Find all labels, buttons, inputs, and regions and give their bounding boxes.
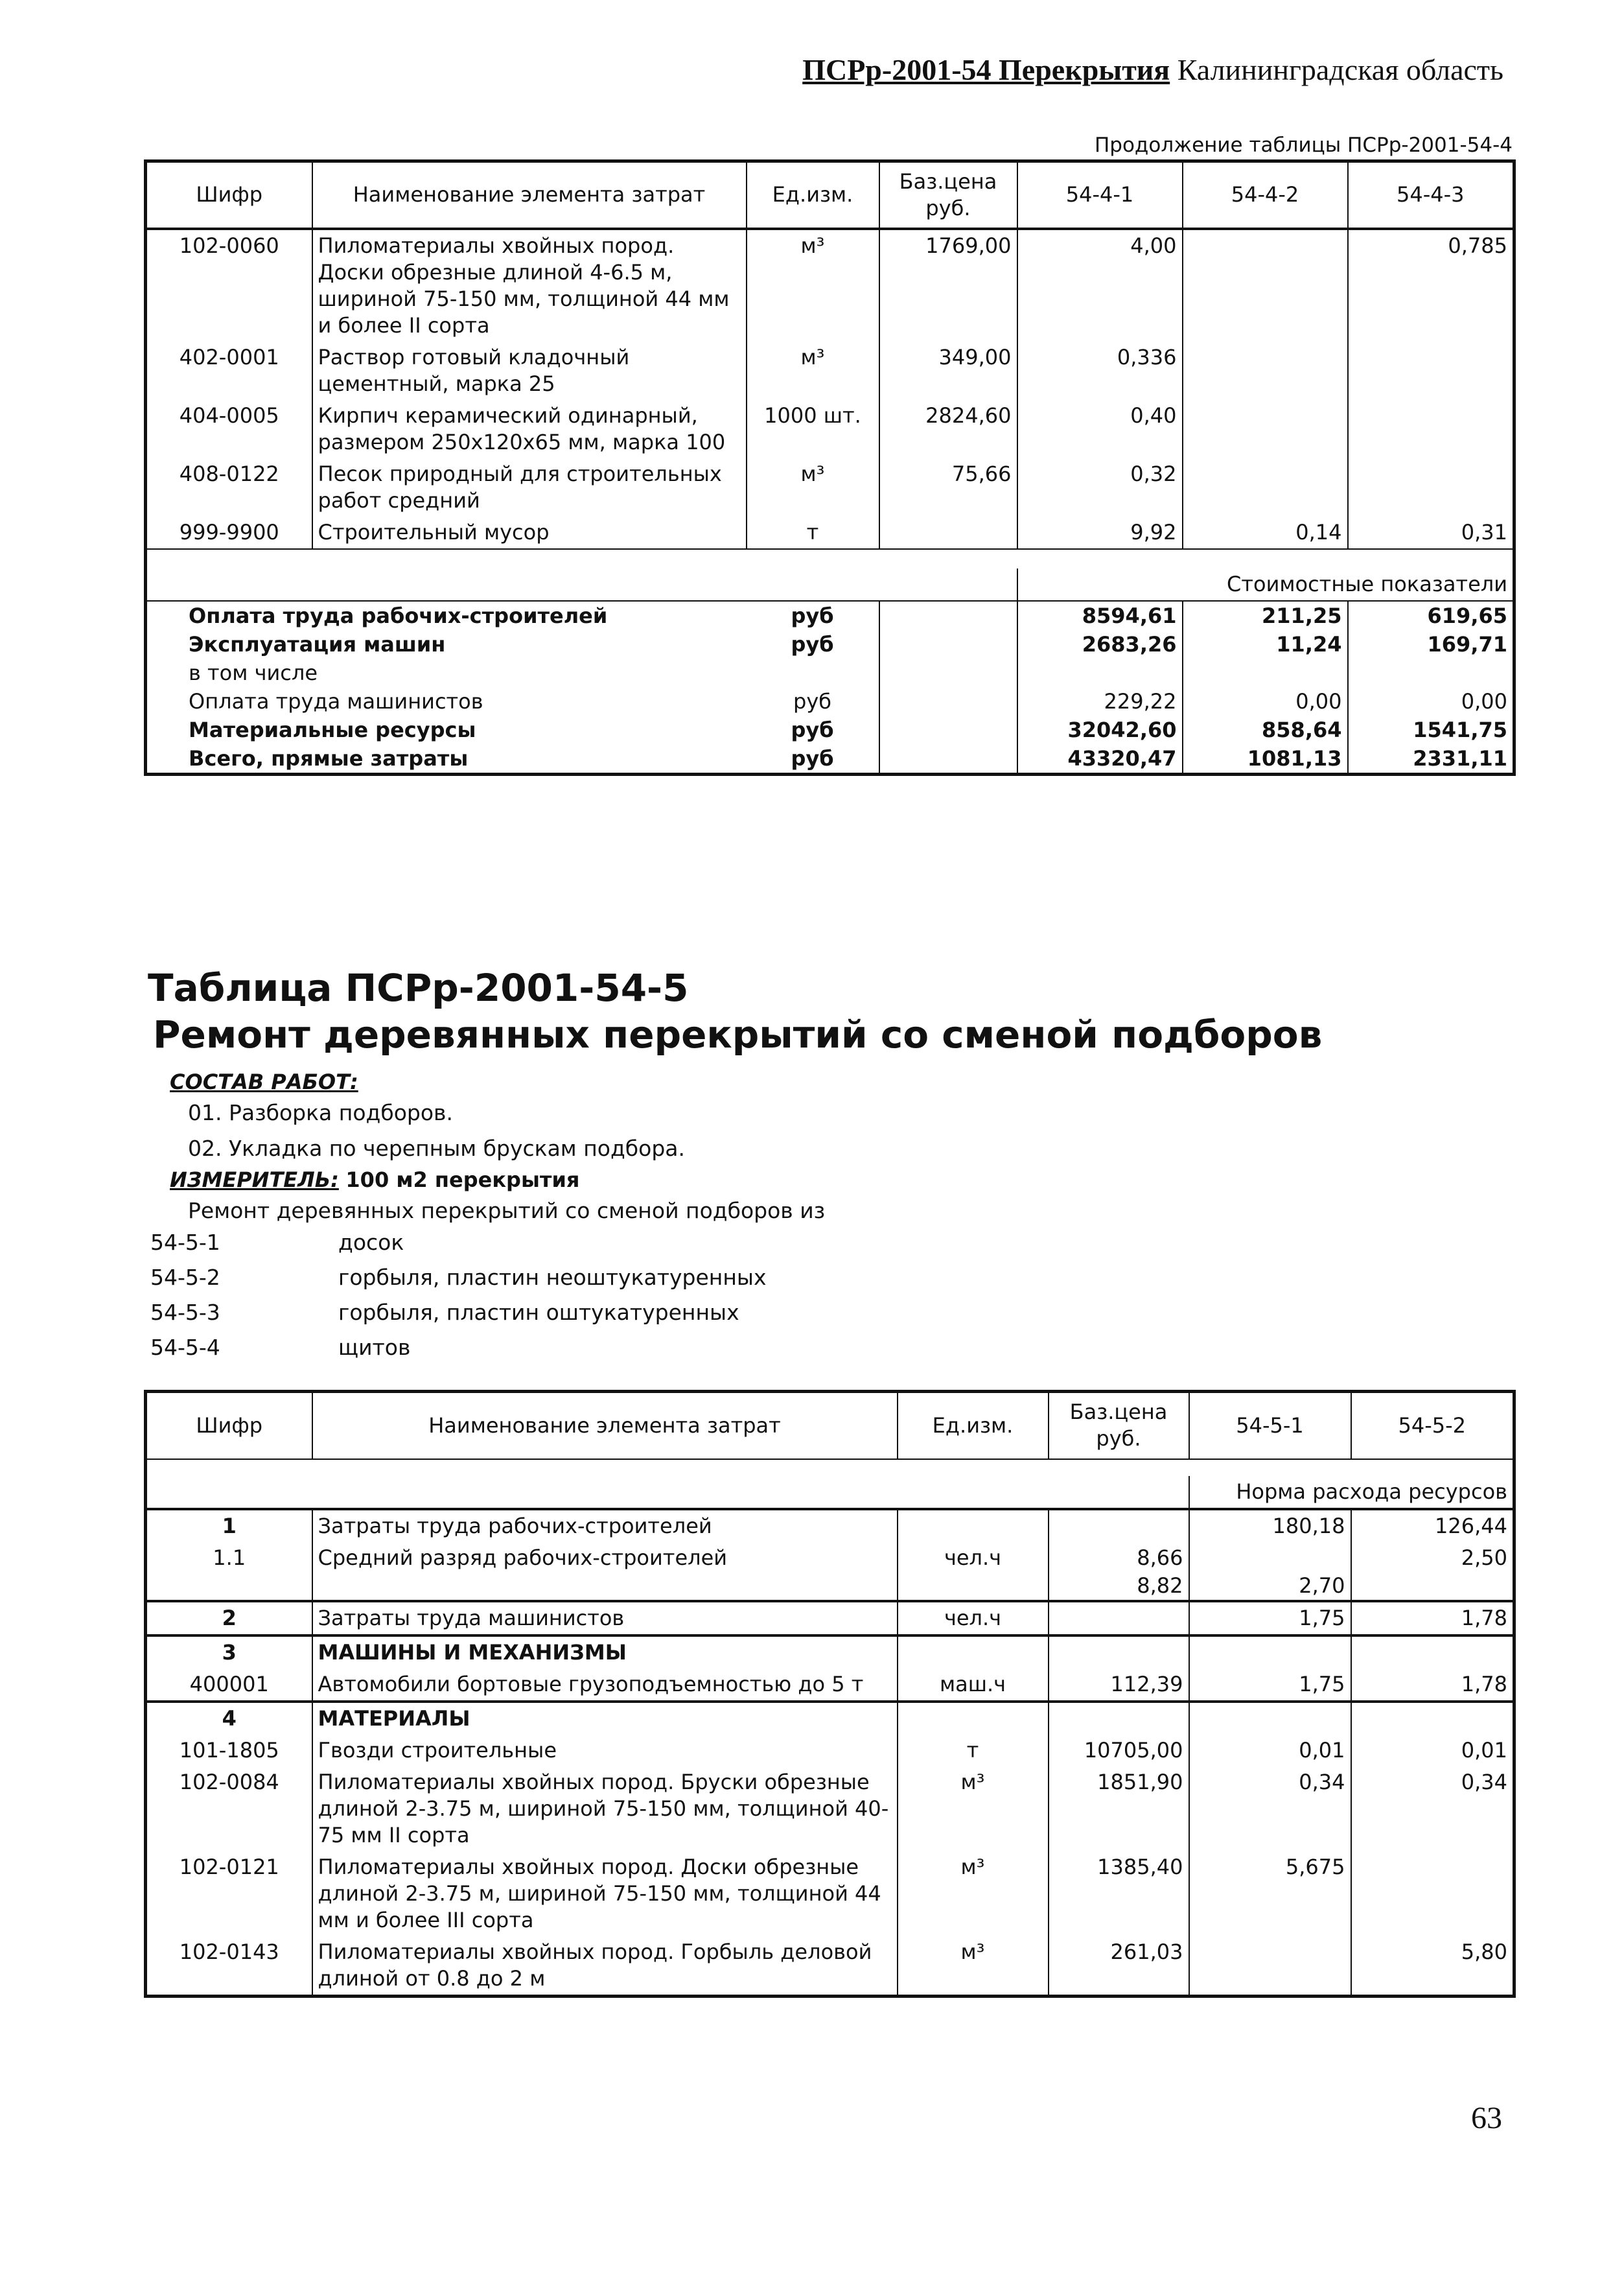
- row-value-54-5-1: 1,75: [1189, 1669, 1351, 1702]
- row-code: 400001: [146, 1669, 312, 1702]
- table-row: [146, 1635, 1514, 1669]
- row-value-54-5-2: 5,80: [1351, 1936, 1514, 1997]
- cost-name: Материальные ресурсы: [146, 716, 747, 744]
- row-name: Затраты труда машинистов: [312, 1601, 898, 1635]
- table-row: [146, 229, 1514, 342]
- row-name: Строительный мусор: [312, 517, 747, 549]
- column-header: Шифр: [146, 161, 312, 229]
- row-code: 102-0060: [146, 229, 312, 342]
- row-value-54-5-1: 0,34: [1189, 1766, 1351, 1851]
- running-header: [797, 51, 1503, 89]
- row-value-54-5-2: [1351, 1574, 1514, 1601]
- row-code: 1.1: [146, 1542, 312, 1574]
- table-row: [146, 458, 1514, 517]
- resource-table-54-5: [144, 1390, 1516, 1998]
- row-code: 404-0005: [146, 400, 312, 458]
- row-value-54-4-2: [1183, 229, 1348, 342]
- cost-label-row: [146, 568, 1514, 601]
- variant-text: горбыля, пластин оштукатуренных: [338, 1300, 739, 1325]
- cost-unit: руб: [747, 687, 879, 716]
- row-price: 1769,00: [879, 229, 1017, 342]
- meter-line: [170, 1167, 579, 1192]
- cost-row: [146, 716, 1514, 744]
- column-header: Баз.цена руб.: [1049, 1392, 1189, 1459]
- row-price: 261,03: [1049, 1936, 1189, 1997]
- row-name: Средний разряд рабочих-строителей: [312, 1542, 898, 1574]
- cost-row: [146, 630, 1514, 659]
- header-region: Калининградская область: [1177, 53, 1503, 86]
- cost-value-54-4-3: 2331,11: [1348, 744, 1514, 775]
- row-code: 102-0084: [146, 1766, 312, 1851]
- cost-value-54-4-3: 1541,75: [1348, 716, 1514, 744]
- spacer-cell: [146, 1459, 1514, 1476]
- table-row: [146, 1601, 1514, 1635]
- column-header: Шифр: [146, 1392, 312, 1459]
- table-header-row: [146, 1392, 1514, 1459]
- works-label: СОСТАВ РАБОТ:: [170, 1070, 358, 1094]
- row-unit: [898, 1509, 1049, 1542]
- cost-value-54-4-1: 8594,61: [1017, 601, 1183, 630]
- spacer-cell: [146, 549, 1514, 568]
- column-header: Наименование элемента затрат: [312, 161, 747, 229]
- cost-name: Оплата труда рабочих-строителей: [146, 601, 747, 630]
- column-header: 54-4-2: [1183, 161, 1348, 229]
- cost-value-54-4-3: 619,65: [1348, 601, 1514, 630]
- variant-code: 54-5-1: [150, 1230, 220, 1255]
- row-name: МАШИНЫ И МЕХАНИЗМЫ: [312, 1635, 898, 1669]
- row-code: 3: [146, 1635, 312, 1669]
- row-unit: т: [898, 1735, 1049, 1766]
- row-code: 999-9900: [146, 517, 312, 549]
- norm-label: Норма расхода ресурсов: [1189, 1476, 1514, 1509]
- cost-value-54-4-3: [1348, 659, 1514, 687]
- cost-price: [879, 601, 1017, 630]
- column-header: 54-4-1: [1017, 161, 1183, 229]
- row-value-54-5-1: [1189, 1702, 1351, 1735]
- header-code: ПСРр-2001-54 Перекрытия: [802, 53, 1170, 86]
- row-price: 75,66: [879, 458, 1017, 517]
- row-value-54-4-3: [1348, 458, 1514, 517]
- variant-code: 54-5-4: [150, 1335, 220, 1360]
- cost-value-54-4-2: 211,25: [1183, 601, 1348, 630]
- intro-text: Ремонт деревянных перекрытий со сменой подборов из: [188, 1198, 826, 1223]
- table-row: [146, 400, 1514, 458]
- row-name: Кирпич керамический одинарный, размером 250x120x65 мм, марка 100: [312, 400, 747, 458]
- row-price: [1049, 1702, 1189, 1735]
- row-price: 10705,00: [1049, 1735, 1189, 1766]
- row-value-54-5-1: 2,70: [1189, 1574, 1351, 1601]
- row-value-54-4-1: 0,40: [1017, 400, 1183, 458]
- variant-code: 54-5-3: [150, 1300, 220, 1325]
- row-unit: м³: [898, 1766, 1049, 1851]
- row-name: Пиломатериалы хвойных пород. Доски обрезные длиной 4-6.5 м, шириной 75-150 мм, толщиной 44 мм и более II сорта: [312, 229, 747, 342]
- row-price: 1851,90: [1049, 1766, 1189, 1851]
- table-row: [146, 1542, 1514, 1574]
- column-header: Наименование элемента затрат: [312, 1392, 898, 1459]
- row-name: Пиломатериалы хвойных пород. Доски обрезные длиной 2-3.75 м, шириной 75-150 мм, толщиной 44 мм и более III сорта: [312, 1851, 898, 1936]
- row-unit: [898, 1635, 1049, 1669]
- work-item-1: 01. Разборка подборов.: [188, 1100, 453, 1125]
- cost-unit: руб: [747, 716, 879, 744]
- row-code: 4: [146, 1702, 312, 1735]
- row-price: [1049, 1509, 1189, 1542]
- row-name: Автомобили бортовые грузоподъемностью до 5 т: [312, 1669, 898, 1702]
- variant-text: щитов: [338, 1335, 411, 1360]
- row-value-54-5-2: [1351, 1635, 1514, 1669]
- row-name: Песок природный для строительных работ средний: [312, 458, 747, 517]
- row-unit: м³: [747, 342, 879, 400]
- row-value-54-4-1: 0,32: [1017, 458, 1183, 517]
- cost-value-54-4-2: 1081,13: [1183, 744, 1348, 775]
- row-value-54-5-2: 2,50: [1351, 1542, 1514, 1574]
- row-value-54-4-2: [1183, 342, 1348, 400]
- row-value-54-5-2: 126,44: [1351, 1509, 1514, 1542]
- row-value-54-5-1: 5,675: [1189, 1851, 1351, 1936]
- row-value-54-5-2: [1351, 1851, 1514, 1936]
- cost-indicators-label: Стоимостные показатели: [1017, 568, 1514, 601]
- cost-value-54-4-1: [1017, 659, 1183, 687]
- cost-value-54-4-2: 11,24: [1183, 630, 1348, 659]
- cost-value-54-4-1: 43320,47: [1017, 744, 1183, 775]
- cost-row: [146, 687, 1514, 716]
- row-value-54-4-3: [1348, 400, 1514, 458]
- cost-price: [879, 716, 1017, 744]
- column-header: 54-5-2: [1351, 1392, 1514, 1459]
- table-title: Таблица ПСРр-2001-54-5: [148, 966, 689, 1010]
- row-price: 2824,60: [879, 400, 1017, 458]
- row-price: [1049, 1635, 1189, 1669]
- table-row: [146, 1574, 1514, 1601]
- row-price: 8,66: [1049, 1542, 1189, 1574]
- cost-value-54-4-2: 0,00: [1183, 687, 1348, 716]
- row-name: МАТЕРИАЛЫ: [312, 1702, 898, 1735]
- row-price: 112,39: [1049, 1669, 1189, 1702]
- table-row: [146, 1851, 1514, 1936]
- row-value-54-4-2: [1183, 458, 1348, 517]
- row-value-54-5-1: [1189, 1936, 1351, 1997]
- row-code: 402-0001: [146, 342, 312, 400]
- row-name: Раствор готовый кладочный цементный, марка 25: [312, 342, 747, 400]
- column-header: Ед.изм.: [747, 161, 879, 229]
- cost-row: [146, 744, 1514, 775]
- row-code: [146, 1574, 312, 1601]
- row-code: 2: [146, 1601, 312, 1635]
- row-unit: м³: [747, 229, 879, 342]
- row-value-54-5-1: 1,75: [1189, 1601, 1351, 1635]
- cost-price: [879, 659, 1017, 687]
- page-number: 63: [1471, 2101, 1502, 2135]
- cost-name: Эксплуатация машин: [146, 630, 747, 659]
- row-value-54-4-1: 4,00: [1017, 229, 1183, 342]
- row-unit: чел.ч: [898, 1601, 1049, 1635]
- row-price: [879, 517, 1017, 549]
- row-code: 1: [146, 1509, 312, 1542]
- cost-value-54-4-1: 2683,26: [1017, 630, 1183, 659]
- row-value-54-5-2: 0,34: [1351, 1766, 1514, 1851]
- variant-text: досок: [338, 1230, 404, 1255]
- row-unit: м³: [747, 458, 879, 517]
- row-name: Гвозди строительные: [312, 1735, 898, 1766]
- row-code: 102-0121: [146, 1851, 312, 1936]
- row-price: 8,82: [1049, 1574, 1189, 1601]
- table-row: [146, 1766, 1514, 1851]
- cost-name: Оплата труда машинистов: [146, 687, 747, 716]
- cost-name: Всего, прямые затраты: [146, 744, 747, 775]
- cost-value-54-4-1: 32042,60: [1017, 716, 1183, 744]
- table-row: [146, 1509, 1514, 1542]
- cost-value-54-4-1: 229,22: [1017, 687, 1183, 716]
- work-item-2: 02. Укладка по черепным брускам подбора.: [188, 1136, 685, 1161]
- row-name: Пиломатериалы хвойных пород. Бруски обрезные длиной 2-3.75 м, шириной 75-150 мм, толщиной 40-75 мм II сорта: [312, 1766, 898, 1851]
- meter-label: ИЗМЕРИТЕЛЬ:: [170, 1167, 339, 1192]
- cost-value-54-4-2: [1183, 659, 1348, 687]
- row-unit: [898, 1574, 1049, 1601]
- row-unit: т: [747, 517, 879, 549]
- row-price: [1049, 1601, 1189, 1635]
- table-row: [146, 1702, 1514, 1735]
- row-value-54-4-3: 0,31: [1348, 517, 1514, 549]
- row-name: Затраты труда рабочих-строителей: [312, 1509, 898, 1542]
- row-value-54-4-3: 0,785: [1348, 229, 1514, 342]
- row-value-54-5-1: 180,18: [1189, 1509, 1351, 1542]
- row-code: 101-1805: [146, 1735, 312, 1766]
- cost-name: в том числе: [146, 659, 747, 687]
- row-unit: м³: [898, 1851, 1049, 1936]
- column-header: Ед.изм.: [898, 1392, 1049, 1459]
- column-header: 54-5-1: [1189, 1392, 1351, 1459]
- row-value-54-4-1: 9,92: [1017, 517, 1183, 549]
- row-name: [312, 1574, 898, 1601]
- column-header: Баз.цена руб.: [879, 161, 1017, 229]
- cost-unit: руб: [747, 630, 879, 659]
- cost-value-54-4-2: 858,64: [1183, 716, 1348, 744]
- cost-value-54-4-3: 169,71: [1348, 630, 1514, 659]
- row-unit: [898, 1702, 1049, 1735]
- row-value-54-5-1: [1189, 1542, 1351, 1574]
- row-price: 1385,40: [1049, 1851, 1189, 1936]
- spacer-row: [146, 549, 1514, 568]
- cost-unit: руб: [747, 744, 879, 775]
- row-value-54-5-2: 1,78: [1351, 1601, 1514, 1635]
- row-code: 102-0143: [146, 1936, 312, 1997]
- row-unit: маш.ч: [898, 1669, 1049, 1702]
- cost-price: [879, 744, 1017, 775]
- cost-value-54-4-3: 0,00: [1348, 687, 1514, 716]
- cost-unit: [747, 659, 879, 687]
- row-value-54-5-2: [1351, 1702, 1514, 1735]
- table-subtitle: Ремонт деревянных перекрытий со сменой подборов: [153, 1013, 1323, 1057]
- table-row: [146, 342, 1514, 400]
- row-unit: м³: [898, 1936, 1049, 1997]
- row-unit: чел.ч: [898, 1542, 1049, 1574]
- row-value-54-5-2: 0,01: [1351, 1735, 1514, 1766]
- empty-cell: [146, 1476, 1189, 1509]
- table-row: [146, 1669, 1514, 1702]
- cost-unit: руб: [747, 601, 879, 630]
- table-row: [146, 1735, 1514, 1766]
- table-header-row: [146, 161, 1514, 229]
- row-value-54-5-2: 1,78: [1351, 1669, 1514, 1702]
- row-price: 349,00: [879, 342, 1017, 400]
- row-name: Пиломатериалы хвойных пород. Горбыль деловой длиной от 0.8 до 2 м: [312, 1936, 898, 1997]
- cost-row: [146, 659, 1514, 687]
- cost-price: [879, 687, 1017, 716]
- norm-label-row: [146, 1476, 1514, 1509]
- meter-value: 100 м2 перекрытия: [345, 1167, 580, 1192]
- cost-price: [879, 630, 1017, 659]
- cost-row: [146, 601, 1514, 630]
- row-value-54-4-2: 0,14: [1183, 517, 1348, 549]
- column-header: 54-4-3: [1348, 161, 1514, 229]
- row-value-54-4-2: [1183, 400, 1348, 458]
- variant-text: горбыля, пластин неоштукатуренных: [338, 1265, 767, 1290]
- table-row: [146, 1936, 1514, 1997]
- row-value-54-5-1: 0,01: [1189, 1735, 1351, 1766]
- row-value-54-5-1: [1189, 1635, 1351, 1669]
- empty-cell: [146, 568, 1017, 601]
- row-value-54-4-1: 0,336: [1017, 342, 1183, 400]
- table-continuation-note: Продолжение таблицы ПСРр-2001-54-4: [1094, 134, 1513, 157]
- row-value-54-4-3: [1348, 342, 1514, 400]
- spacer-row: [146, 1459, 1514, 1476]
- resource-table-54-4: [144, 159, 1516, 776]
- variant-code: 54-5-2: [150, 1265, 220, 1290]
- row-unit: 1000 шт.: [747, 400, 879, 458]
- row-code: 408-0122: [146, 458, 312, 517]
- table-row: [146, 517, 1514, 549]
